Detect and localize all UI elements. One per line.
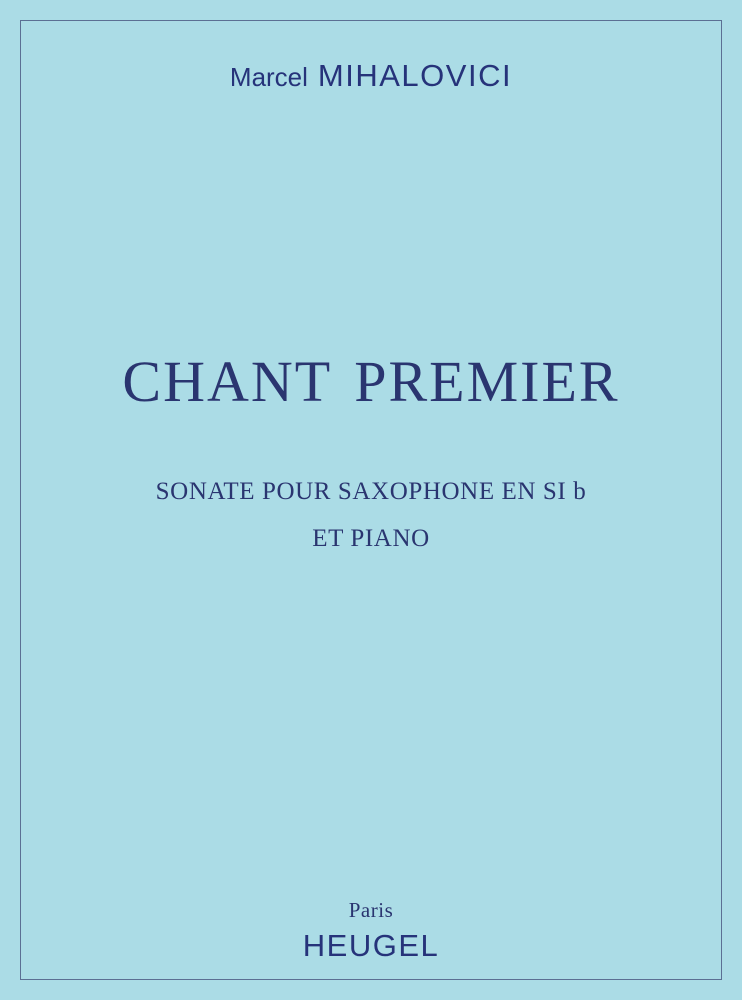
composer-last-name: MIHALOVICI xyxy=(317,58,513,93)
title-word-1: CHANT xyxy=(122,349,333,414)
title-word-2: PREMIER xyxy=(354,349,620,414)
composer-name xyxy=(0,58,742,94)
publisher-city: Paris xyxy=(348,898,394,922)
subtitle-line-1: SONATE POUR SAXOPHONE EN SI b xyxy=(155,478,587,505)
subtitle-line-2: ET PIANO xyxy=(312,525,430,552)
page-title xyxy=(0,348,742,415)
composer-first-name: Marcel xyxy=(229,62,308,92)
publisher-name: HEUGEL xyxy=(302,928,440,963)
